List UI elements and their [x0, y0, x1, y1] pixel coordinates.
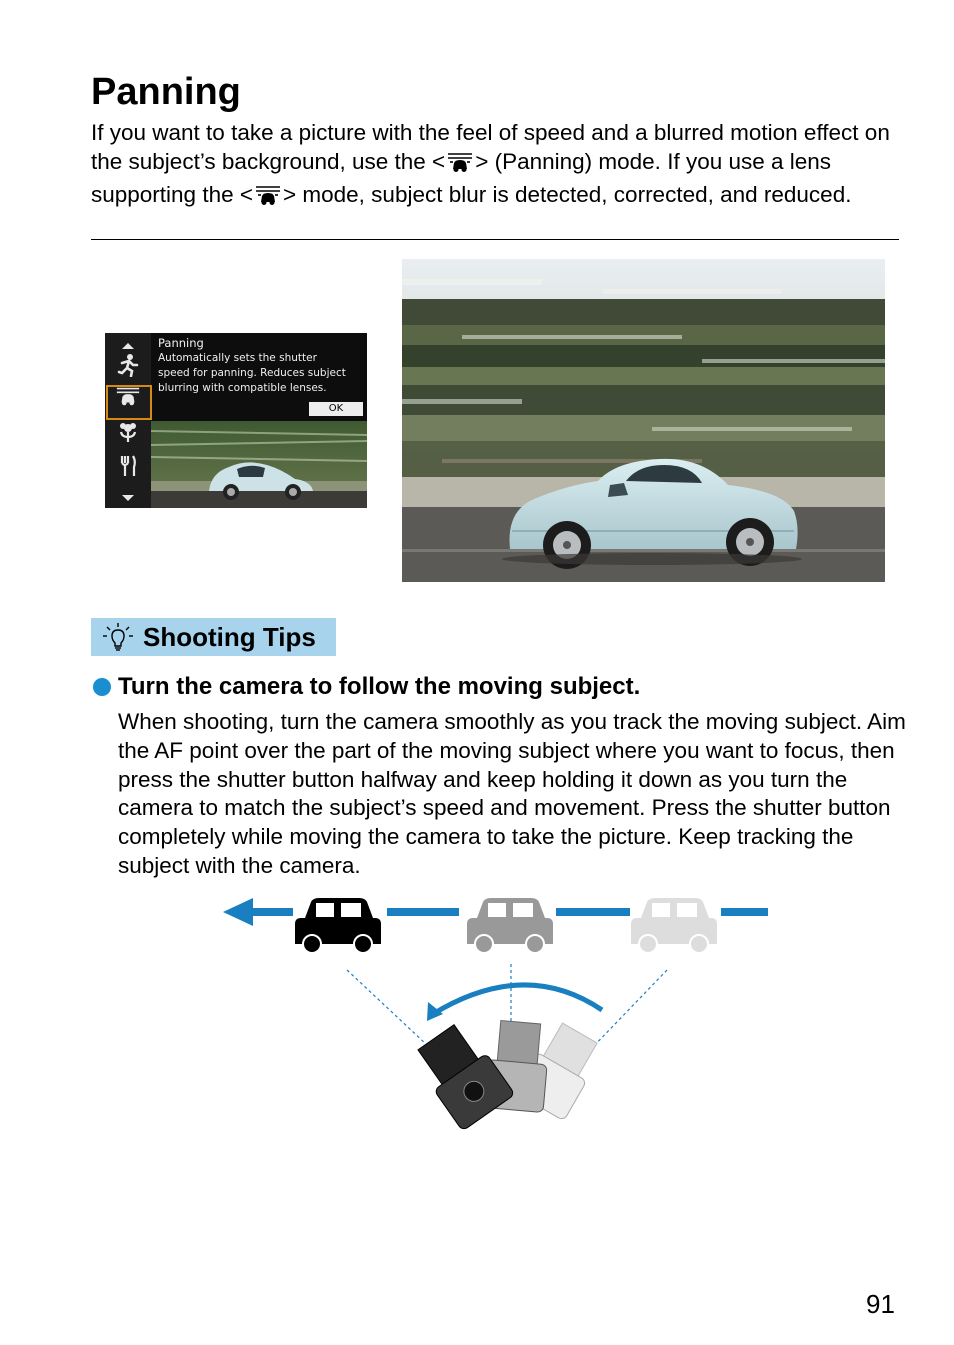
car-back-icon — [631, 898, 717, 953]
car-middle-icon — [467, 898, 553, 953]
shooting-tips-banner — [91, 618, 336, 656]
intro-paragraph — [91, 119, 901, 213]
triangle-down-icon — [105, 481, 151, 508]
lcd-desc-line: Automatically sets the shutter — [158, 352, 317, 364]
panning-icon — [254, 184, 282, 214]
camera-lcd-screen — [105, 333, 367, 508]
bullet-icon — [93, 678, 111, 696]
rotation-arrow-icon — [433, 985, 602, 1014]
panning-sample-photo — [402, 259, 885, 582]
car-front-icon — [295, 898, 381, 953]
panning-icon — [446, 151, 474, 181]
lcd-mode-title: Panning — [158, 336, 204, 350]
lcd-selection-frame — [106, 385, 152, 420]
intro-text-2: > (Panning) mode. If you use a lens supporting the < — [91, 148, 832, 207]
intro-text-1: If you want to take a picture with the feel of speed and a blurred motion effect on the subject’s background, use the < — [91, 120, 890, 174]
page-number: 91 — [866, 1289, 895, 1319]
flower-close-up-icon — [105, 421, 151, 453]
panning-diagram — [215, 888, 775, 1153]
light-bulb-icon — [99, 622, 137, 659]
lcd-mode-description — [158, 336, 363, 396]
shooting-tips-label: Shooting Tips — [143, 622, 316, 652]
page-title: Panning — [91, 71, 241, 113]
lcd-desc-line: speed for panning. Reduces subject — [158, 367, 346, 379]
tip-body: When shooting, turn the camera smoothly as you track the moving subject. Aim the AF point over the part of the moving subject where you want to focus, then press the shutter button halfway and keep holding it down as you turn the camera to match the subject’s speed and movement. Press the shutter button completely while moving the camera to take the picture. Keep tracking the subject with the camera. — [118, 709, 906, 878]
intro-text-3: > mode, subject blur is detected, corrected, and reduced. — [283, 181, 852, 207]
lcd-desc-line: blurring with compatible lenses. — [158, 382, 327, 394]
lcd-background-photo — [151, 421, 367, 508]
lcd-mode-sidebar — [105, 333, 151, 508]
tip-heading: Turn the camera to follow the moving subject. — [118, 673, 641, 700]
section-divider — [91, 239, 899, 240]
running-figure-icon — [105, 353, 151, 385]
lcd-ok-button[interactable]: OK — [309, 402, 363, 416]
